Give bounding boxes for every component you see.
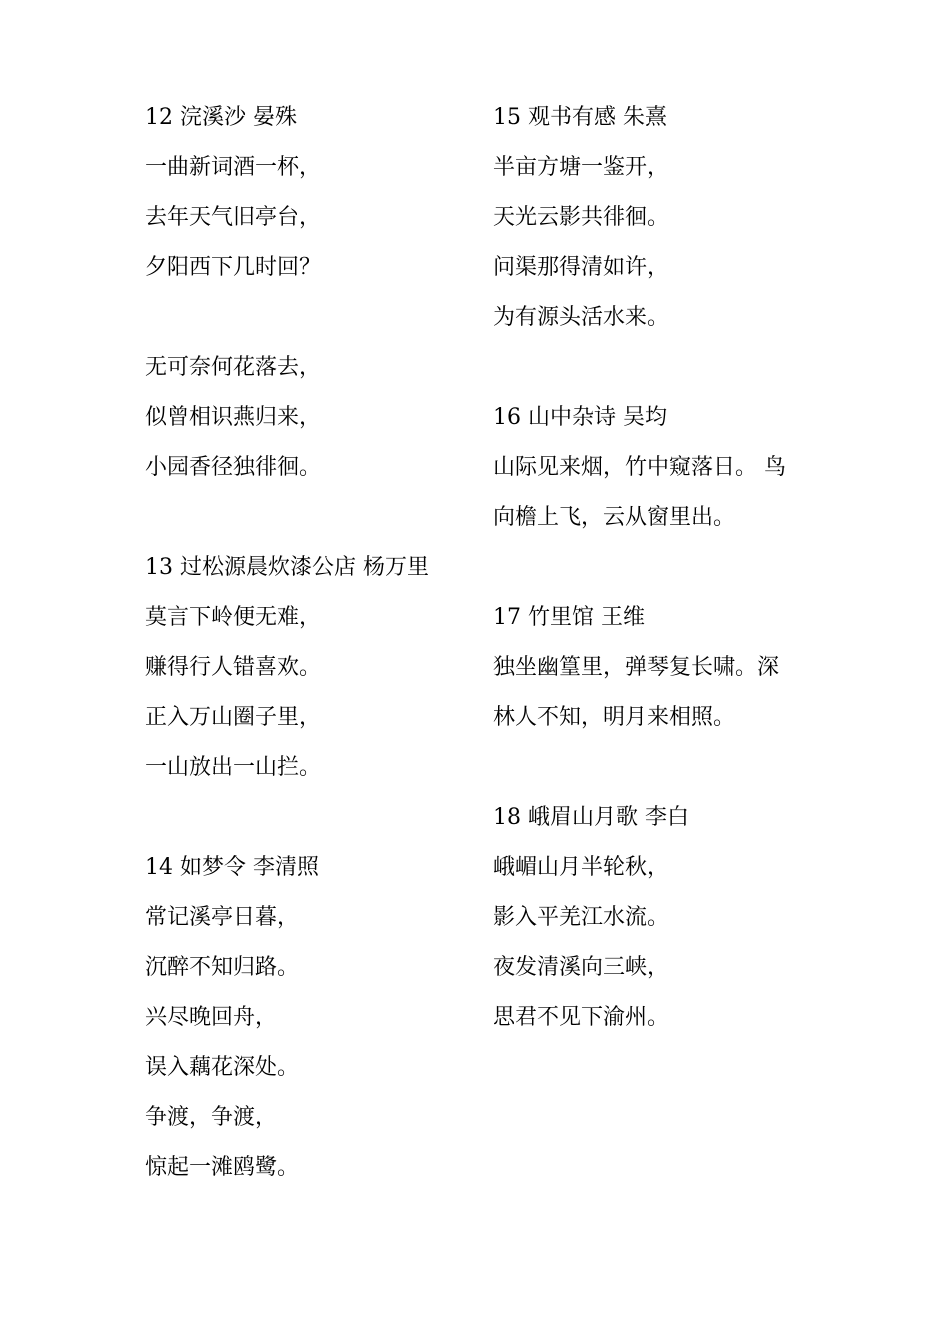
- poem-line: 正入万山圈子里，: [145, 705, 322, 730]
- poem-line: 误入藕花深处。: [145, 1055, 300, 1080]
- poem-line: 小园香径独徘徊。: [145, 455, 322, 480]
- poem-line: 山际见来烟，竹中窥落日。 鸟: [493, 455, 786, 480]
- poem-line: 去年天气旧亭台，: [145, 205, 322, 230]
- poem-title: 14 如梦令 李清照: [145, 855, 319, 880]
- poem-title: 18 峨眉山月歌 李白: [493, 805, 689, 830]
- poem-spacer: [145, 493, 475, 543]
- poem-line: 赚得行人错喜欢。: [145, 655, 322, 680]
- poem-line: 常记溪亭日暮，: [145, 905, 300, 930]
- poem-line: 争渡，争渡，: [145, 1105, 278, 1130]
- poem-line: 向檐上飞，云从窗里出。: [493, 505, 736, 530]
- poem-line: 问渠那得清如许，: [493, 255, 670, 280]
- stanza-break: [145, 293, 475, 343]
- poem-title: 16 山中杂诗 吴均: [493, 405, 667, 430]
- poem-spacer: [493, 343, 823, 393]
- poem-line: 兴尽晚回舟，: [145, 1005, 278, 1030]
- poem-line: 天光云影共徘徊。: [493, 205, 670, 230]
- poem-line: 一山放出一山拦。: [145, 755, 322, 780]
- right-column: [493, 93, 823, 1043]
- poem-line: 似曾相识燕归来，: [145, 405, 322, 430]
- poem-line: 为有源头活水来。: [493, 305, 670, 330]
- poem-spacer: [145, 793, 475, 843]
- poem-line: 无可奈何花落去，: [145, 355, 322, 380]
- poem-spacer: [493, 743, 823, 793]
- poem-line: 夕阳西下几时回？: [145, 255, 322, 280]
- poem-line: 独坐幽篁里，弹琴复长啸。深: [493, 655, 780, 680]
- poem-line: 夜发清溪向三峡，: [493, 955, 670, 980]
- poem-line: 影入平羌江水流。: [493, 905, 670, 930]
- poem-line: 一曲新词酒一杯，: [145, 155, 322, 180]
- poem-line: 半亩方塘一鉴开，: [493, 155, 670, 180]
- poem-line: 莫言下岭便无难，: [145, 605, 322, 630]
- poem-spacer: [493, 543, 823, 593]
- poem-title: 12 浣溪沙 晏殊: [145, 105, 297, 130]
- poem-line: 林人不知，明月来相照。: [493, 705, 736, 730]
- poem-line: 思君不见下渝州。: [493, 1005, 670, 1030]
- poem-title: 17 竹里馆 王维: [493, 605, 645, 630]
- poem-title: 13 过松源晨炊漆公店 杨万里: [145, 555, 429, 580]
- poem-line: 惊起一滩鸥鹭。: [145, 1155, 300, 1180]
- poem-title: 15 观书有感 朱熹: [493, 105, 667, 130]
- poem-line: 沉醉不知归路。: [145, 955, 300, 980]
- left-column: [145, 93, 475, 1193]
- poem-line: 峨嵋山月半轮秋，: [493, 855, 670, 880]
